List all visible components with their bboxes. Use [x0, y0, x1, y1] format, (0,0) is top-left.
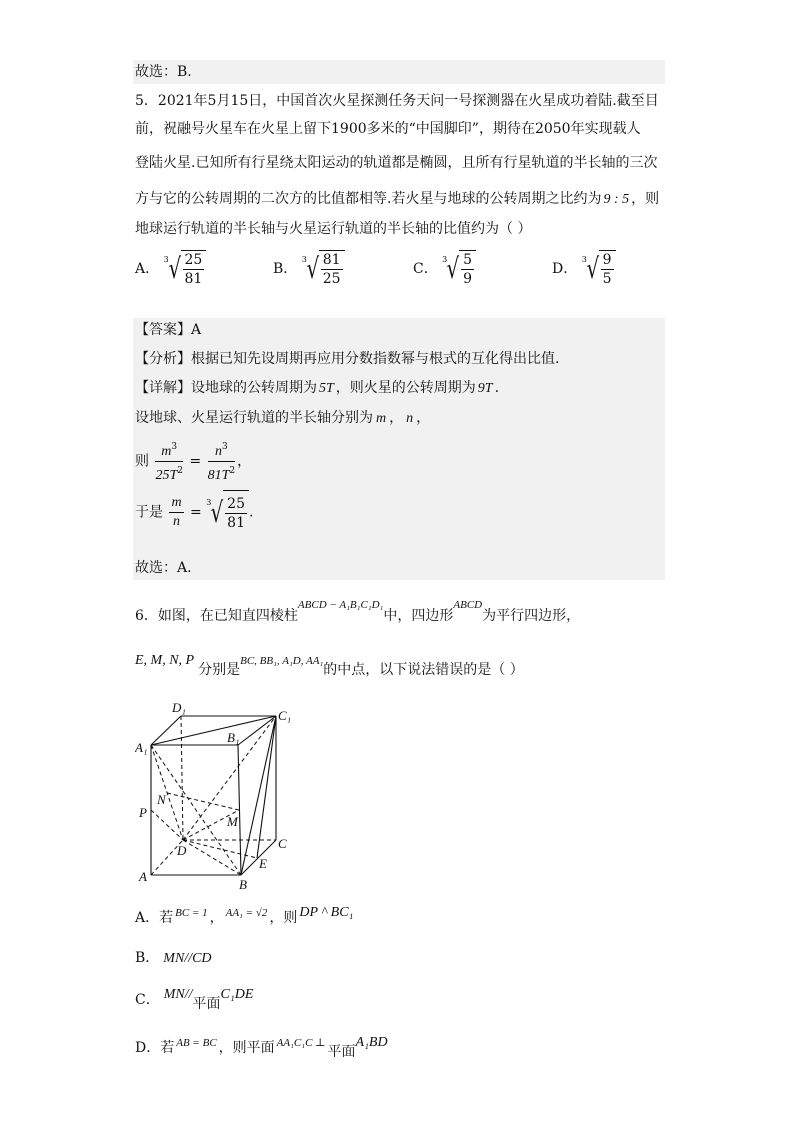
numerator: 81	[322, 252, 341, 268]
line-db	[183, 840, 241, 875]
option-d-then: ，则平面	[218, 1040, 275, 1056]
option-d-plane2: A₁BD	[355, 1035, 388, 1050]
option-c-plane: 平面	[192, 996, 221, 1012]
answer-value: A	[191, 322, 202, 338]
eq-right-num: n	[215, 444, 223, 459]
mars-period: 9T	[477, 381, 493, 396]
radical-sign: √	[168, 252, 181, 285]
option-label: A．	[135, 910, 160, 926]
q6-line-2	[135, 653, 524, 681]
label-b: B	[239, 877, 247, 892]
option-c-text: MN//	[163, 987, 193, 1002]
detail-text-b: ，则火星的公转周期为	[335, 380, 476, 396]
option-b-text: MN//CD	[163, 951, 212, 966]
q5-line-2: 前，祝融号火星车在火星上留下1900多米的“中国脚印”，期待在2050年实现载人	[135, 121, 641, 137]
analysis-text: 根据已知先设周期再应用分数指数幂与根式的互化得出比值.	[191, 351, 560, 367]
option-d-cond: AB = BC	[176, 1037, 217, 1049]
option-a-result: DP ^ BC₁	[299, 905, 354, 920]
analysis-label: 【分析】	[135, 351, 191, 367]
root-index: 3	[301, 254, 307, 264]
radical-sign: √	[586, 252, 599, 285]
detail-text-a: 设地球的公转周期为	[191, 380, 317, 396]
label-d1: D₁	[172, 700, 186, 715]
sol-line-axes: 设地球、火星运行轨道的半长轴分别为 m ， n ，	[135, 410, 431, 426]
result-prefix: 于是	[135, 504, 163, 521]
option-label: D．	[135, 1040, 161, 1056]
q6-text-b: 中，四边形	[383, 608, 454, 624]
radical-sign: √	[306, 252, 320, 285]
eq-prefix: 则	[135, 453, 149, 470]
line-c1-b	[241, 716, 276, 875]
cube-root	[442, 250, 476, 288]
q5-line-4	[135, 189, 659, 210]
label-n: N	[157, 792, 166, 807]
sol-detail: 【详解】设地球的公转周期为 5T ，则火星的公转周期为 9T .	[135, 380, 500, 396]
var-m: m	[376, 411, 387, 426]
sol-analysis	[135, 349, 559, 369]
cube-root	[164, 250, 207, 288]
numerator: 9	[602, 252, 612, 268]
denominator: 9	[463, 271, 473, 287]
eq-left-num: m	[161, 444, 172, 459]
eq-right-den: 81T	[207, 468, 230, 483]
option-c-name: C₁DE	[220, 987, 254, 1002]
line-a1-d	[151, 745, 183, 840]
q6-text-a: 6．如图，在已知直四棱柱	[135, 608, 298, 624]
var-n: n	[406, 411, 414, 426]
line-nm	[167, 793, 239, 810]
q6-text-c: 为平行四边形，	[482, 608, 581, 624]
q5-line-3: 登陆火星.已知所有行星绕太阳运动的轨道都是椭圆，且所有行星轨道的半长轴的三次	[135, 155, 658, 171]
denominator: 5	[602, 271, 612, 287]
label-a: A	[139, 869, 147, 884]
q6-option-c[interactable]	[135, 987, 254, 1012]
eq-left-fraction: $\frac{m^3}{25T^2}$	[155, 438, 183, 485]
option-label: D．	[552, 261, 578, 277]
q5-option-d[interactable]	[552, 250, 616, 288]
label-c: C	[278, 836, 287, 851]
option-label: C．	[135, 992, 160, 1008]
option-a-then: ，则	[269, 910, 298, 926]
edge-a1-d1	[151, 716, 181, 745]
q5-option-b[interactable]	[273, 250, 345, 288]
label-b1: B₁	[227, 730, 240, 745]
radical-sign: √	[446, 252, 460, 285]
q5-line-4-text: 方与它的公转周期的二次方的比值都相等.若火星与地球的公转周期之比约为	[135, 191, 602, 207]
label-a1: A₁	[135, 740, 148, 755]
option-d-plane1: AA₁C₁C ⊥	[276, 1037, 326, 1049]
q5-line-4-tail: ，则	[631, 191, 660, 207]
edge-dd1	[181, 716, 183, 840]
cube-root	[302, 250, 345, 288]
label-c1: C₁	[278, 708, 292, 723]
option-a-cond1: BC = 1	[175, 907, 208, 919]
label-e: E	[259, 856, 267, 871]
root-index: 3	[163, 254, 169, 264]
answer-label: 【答案】	[135, 322, 191, 338]
edge-names: BC, BB₁, A₁D, AA₁	[240, 655, 324, 667]
denominator: 81	[184, 271, 203, 287]
option-a-if: 若	[159, 910, 174, 926]
option-label: B．	[135, 950, 160, 966]
option-d-plane-word: 平面	[327, 1044, 356, 1060]
numerator: 25	[184, 252, 203, 268]
root-index: 3	[442, 254, 448, 264]
sol-equation: 则 $\frac{m^3}{25T^2}$ = $\frac{n^3}{81T^2}$ ，	[135, 438, 251, 485]
q6-line-1	[135, 599, 581, 627]
option-a-cond2: AA₁ = √2	[225, 907, 268, 919]
q6-text-d: 分别是	[198, 662, 241, 678]
line-de	[183, 840, 257, 858]
q5-line-1: 5．2021年5月15日，中国首次火星探测任务天问一号探测器在火星成功着陆.截至目	[135, 93, 659, 109]
option-label: B．	[273, 261, 298, 277]
option-d-if: 若	[160, 1040, 175, 1056]
sol-result: 于是 $\frac{m}{n}$ = 3 √ $\frac{25}{81}$ .	[135, 490, 253, 535]
denominator: 25	[322, 271, 341, 287]
eq-left-den: 25T	[155, 468, 178, 483]
axes-text: 设地球、火星运行轨道的半长轴分别为	[135, 410, 373, 426]
label-d: D	[177, 843, 187, 858]
label-m: M	[227, 814, 238, 829]
prev-answer-block	[133, 60, 665, 84]
cube-root	[582, 250, 616, 288]
prev-answer: 故选：B.	[135, 64, 192, 80]
ratio-fraction: $\frac{m}{n}$	[171, 495, 182, 529]
detail-label: 【详解】	[135, 380, 191, 396]
period-ratio: 9 : 5	[603, 192, 630, 207]
prism-name: ABCD − A₁B₁C₁D₁	[297, 599, 384, 611]
result-cube-root: 3 √ $\frac{25}{81}$	[206, 490, 249, 535]
q6-option-a[interactable]: A．若 $^{BC = 1}$ ， $^{AA_1 = √2}$ ，则 DP ^ BC₁	[135, 905, 354, 926]
sol-answer	[135, 320, 201, 340]
q5-option-a[interactable]	[135, 250, 206, 288]
q6-option-d[interactable]	[135, 1035, 388, 1060]
quad-name: ABCD	[453, 599, 483, 611]
q6-option-b[interactable]	[135, 948, 212, 969]
q5-option-c[interactable]	[413, 250, 476, 288]
eq-right-fraction: $\frac{n^3}{81T^2}$	[208, 438, 236, 485]
label-p: P	[139, 805, 147, 820]
root-index: 3	[581, 254, 587, 264]
numerator: 5	[463, 252, 473, 268]
line-a1-b	[151, 745, 241, 875]
midpoint-names: E, M, N, P	[135, 653, 195, 668]
q6-text-e: 的中点，以下说法错误的是（ ）	[323, 662, 524, 678]
option-label: C．	[413, 261, 438, 277]
prism-figure	[135, 700, 315, 900]
sol-final: 故选：A.	[135, 560, 192, 576]
q5-line-5: 地球运行轨道的半长轴与火星运行轨道的半长轴的比值约为（ ）	[135, 221, 532, 237]
option-label: A．	[135, 261, 160, 277]
earth-period: 5T	[319, 381, 334, 396]
